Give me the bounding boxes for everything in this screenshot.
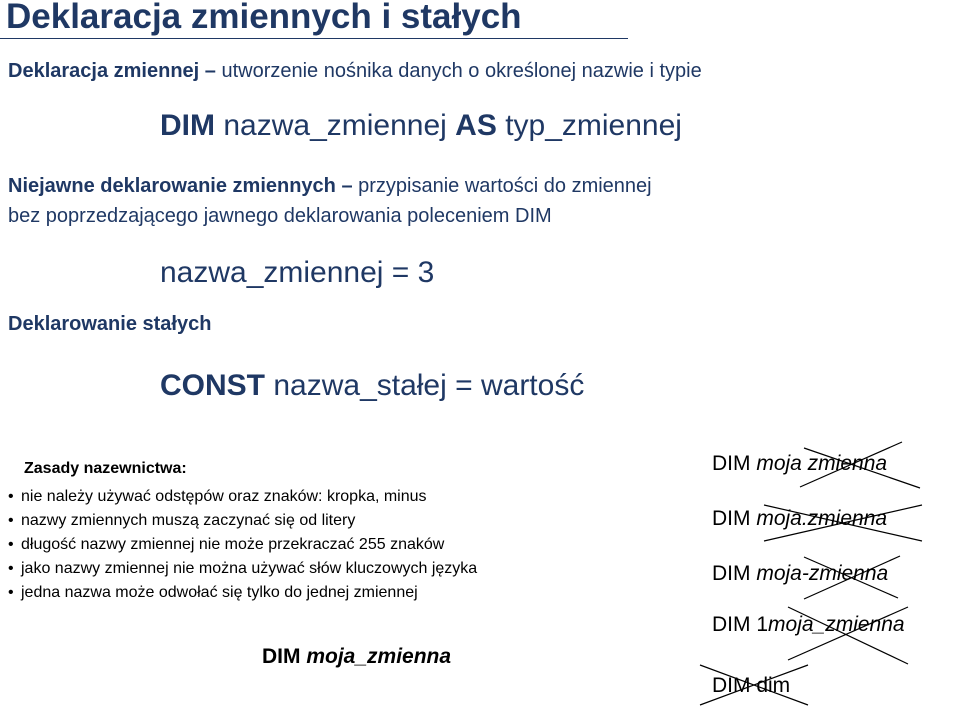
page-title: Deklaracja zmiennych i stałych xyxy=(6,0,522,36)
implicit-term: Niejawne deklarowanie zmiennych – xyxy=(8,175,353,197)
title-underline xyxy=(0,38,628,39)
declaration-description: utworzenie nośnika danych o określonej nazwie i typie xyxy=(221,60,702,82)
rules-heading: Zasady nazewnictwa: xyxy=(24,460,187,477)
implicit-example: nazwa_zmiennej = 3 xyxy=(160,256,435,289)
dim-syntax xyxy=(160,109,682,143)
dim-keyword: DIM xyxy=(160,109,215,142)
rules-list xyxy=(8,485,477,605)
correct-example-keyword: DIM xyxy=(262,645,301,668)
implicit-definition xyxy=(8,175,652,198)
as-keyword: AS xyxy=(455,109,497,142)
const-syntax xyxy=(160,369,584,403)
bad-example-5-name: dim xyxy=(756,674,791,697)
rule-item: • nie należy używać odstępów oraz znaków: kropka, minus xyxy=(8,485,477,509)
rule-item: • długość nazwy zmiennej nie może przekraczać 255 znaków xyxy=(8,533,477,557)
bad-example-4: DIM 1moja_zmienna xyxy=(712,613,905,636)
declaration-definition xyxy=(8,60,702,83)
correct-example xyxy=(262,645,451,669)
correct-example-name: moja_zmienna xyxy=(306,645,452,668)
bad-example-5: DIM dim xyxy=(712,674,791,697)
bad-example-4-name: moja_zmienna xyxy=(768,613,905,636)
implicit-description-line2: bez poprzedzającego jawnego deklarowania poleceniem DIM xyxy=(8,205,552,227)
dim-variable-name: nazwa_zmiennej xyxy=(223,109,447,142)
constants-term: Deklarowanie stałych xyxy=(8,313,212,335)
implicit-description: przypisanie wartości do zmiennej xyxy=(358,175,652,197)
bad-example-3: DIM moja-zmienna xyxy=(712,562,889,585)
dim-type-name: typ_zmiennej xyxy=(505,109,682,142)
rule-item: • nazwy zmiennych muszą zaczynać się od litery xyxy=(8,509,477,533)
bad-example-1-name: moja zmienna xyxy=(756,452,888,475)
bad-example-2: DIM moja.zmienna xyxy=(712,507,888,530)
const-keyword: CONST xyxy=(160,369,265,402)
bad-example-1: DIM moja zmienna xyxy=(712,452,888,475)
declaration-term: Deklaracja zmiennej – xyxy=(8,60,216,82)
const-rest: nazwa_stałej = wartość xyxy=(273,369,585,402)
rule-item: • jako nazwy zmiennej nie można używać słów kluczowych języka xyxy=(8,557,477,581)
bad-example-2-name: moja.zmienna xyxy=(756,507,888,530)
bad-example-3-name: moja-zmienna xyxy=(756,562,889,585)
rule-item: • jedna nazwa może odwołać się tylko do jednej zmiennej xyxy=(8,581,477,605)
